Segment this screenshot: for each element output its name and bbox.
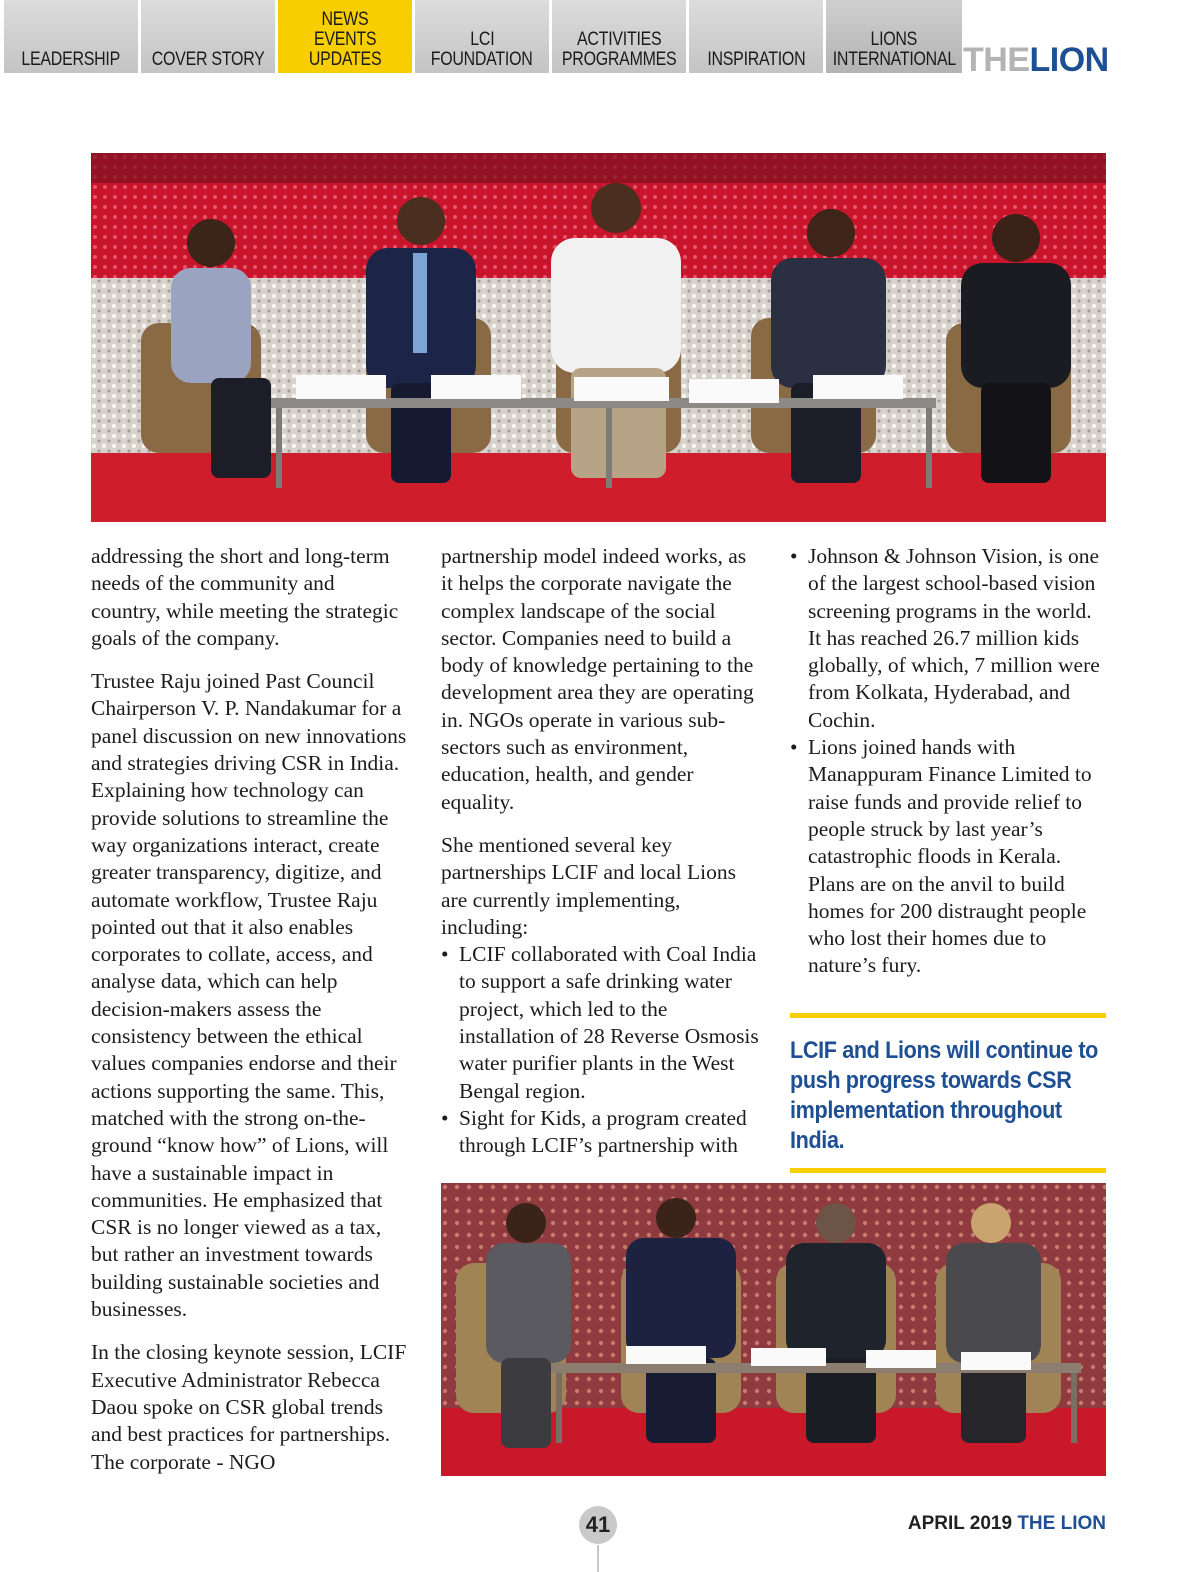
paragraph: In the closing keynote session, LCIF Executive Administrator Rebecca Daou spoke on CSR global trends and best practices for partnerships. The corporate - NGO (91, 1340, 407, 1474)
pull-quote: LCIF and Lions will continue to push progress towards CSR implementation throughout India. (790, 1013, 1106, 1173)
paragraph: She mentioned several key partnerships LCIF and local Lions are currently implementing, including: (441, 832, 736, 939)
page-number: 41 (579, 1506, 617, 1544)
paragraph: Trustee Raju joined Past Council Chairperson V. P. Nandakumar for a panel discussion on new innovations and strategies driving CSR in India. Explaining how technology can provide solutions to streamline the way organizations interact, create greater transparency, digitize, and automate workflow, Trustee Raju pointed out that it also enables corporates to collate, access, and analyse data, which can help decision-makers assess the consistency between the ethical values companies endorse and their actions supporting the same. This, matched with the strong on-the-ground “know how” of Lions, will have a sustainable impact in communities. He emphasized that CSR is no longer viewed as a tax, but rather an investment towards building sustainable societies and businesses. (91, 669, 407, 1322)
article-column-3 (790, 543, 1108, 980)
tab-news-events-updates[interactable]: NEWS EVENTS UPDATES (278, 0, 412, 73)
list-item: • LCIF collaborated with Coal India to support a safe drinking water project, which led to the installation of 28 Reverse Osmosis water purifier plants in the West Bengal region. (441, 941, 763, 1105)
partnership-list (441, 941, 763, 1159)
tab-leadership[interactable]: LEADERSHIP (4, 0, 138, 73)
footer-issue: APRIL 2019 THE LION (907, 1513, 1106, 1534)
panel-photo-illustration-2 (441, 1183, 1106, 1476)
partnership-list-continued (790, 543, 1108, 980)
article-column-1 (91, 543, 409, 1492)
tab-lions-international[interactable]: LIONS INTERNATIONAL (826, 0, 962, 73)
list-item: • Sight for Kids, a program created through LCIF’s partnership with (441, 1105, 763, 1160)
brand-logo: THELION (963, 41, 1109, 79)
paragraph: partnership model indeed works, as it helps the corporate navigate the complex landscape of the social sector. Companies need to build a body of knowledge pertaining to the development area they are operating in. NGOs operate in various sub-sectors such as environment, education, health, and gender equality. (441, 544, 754, 814)
tab-lci-foundation[interactable]: LCI FOUNDATION (415, 0, 549, 73)
folio-divider (597, 1545, 599, 1572)
panel-photo-illustration (91, 153, 1106, 522)
list-item: • Lions joined hands with Manappuram Finance Limited to raise funds and provide relief to people struck by last year’s catastrophic floods in Kerala. Plans are on the anvil to build homes for 200 distraught people who lost their homes due to nature’s fury. (790, 734, 1108, 980)
tab-activities-programmes[interactable]: ACTIVITIES PROGRAMMES (552, 0, 686, 73)
tab-cover-story[interactable]: COVER STORY (141, 0, 275, 73)
paragraph: addressing the short and long-term needs of the community and country, while meeting the strategic goals of the company. (91, 544, 399, 650)
photo-top-panel (91, 153, 1106, 522)
tab-inspiration[interactable]: INSPIRATION (689, 0, 823, 73)
photo-bottom-panel (441, 1183, 1106, 1476)
list-item-continued: • Johnson & Johnson Vision, is one of the largest school-based vision screening programs in the world. It has reached 26.7 million kids globally, of which, 7 million were from Kolkata, Hyderabad, and Cochin. (790, 543, 1108, 734)
article-column-2 (441, 543, 763, 1160)
